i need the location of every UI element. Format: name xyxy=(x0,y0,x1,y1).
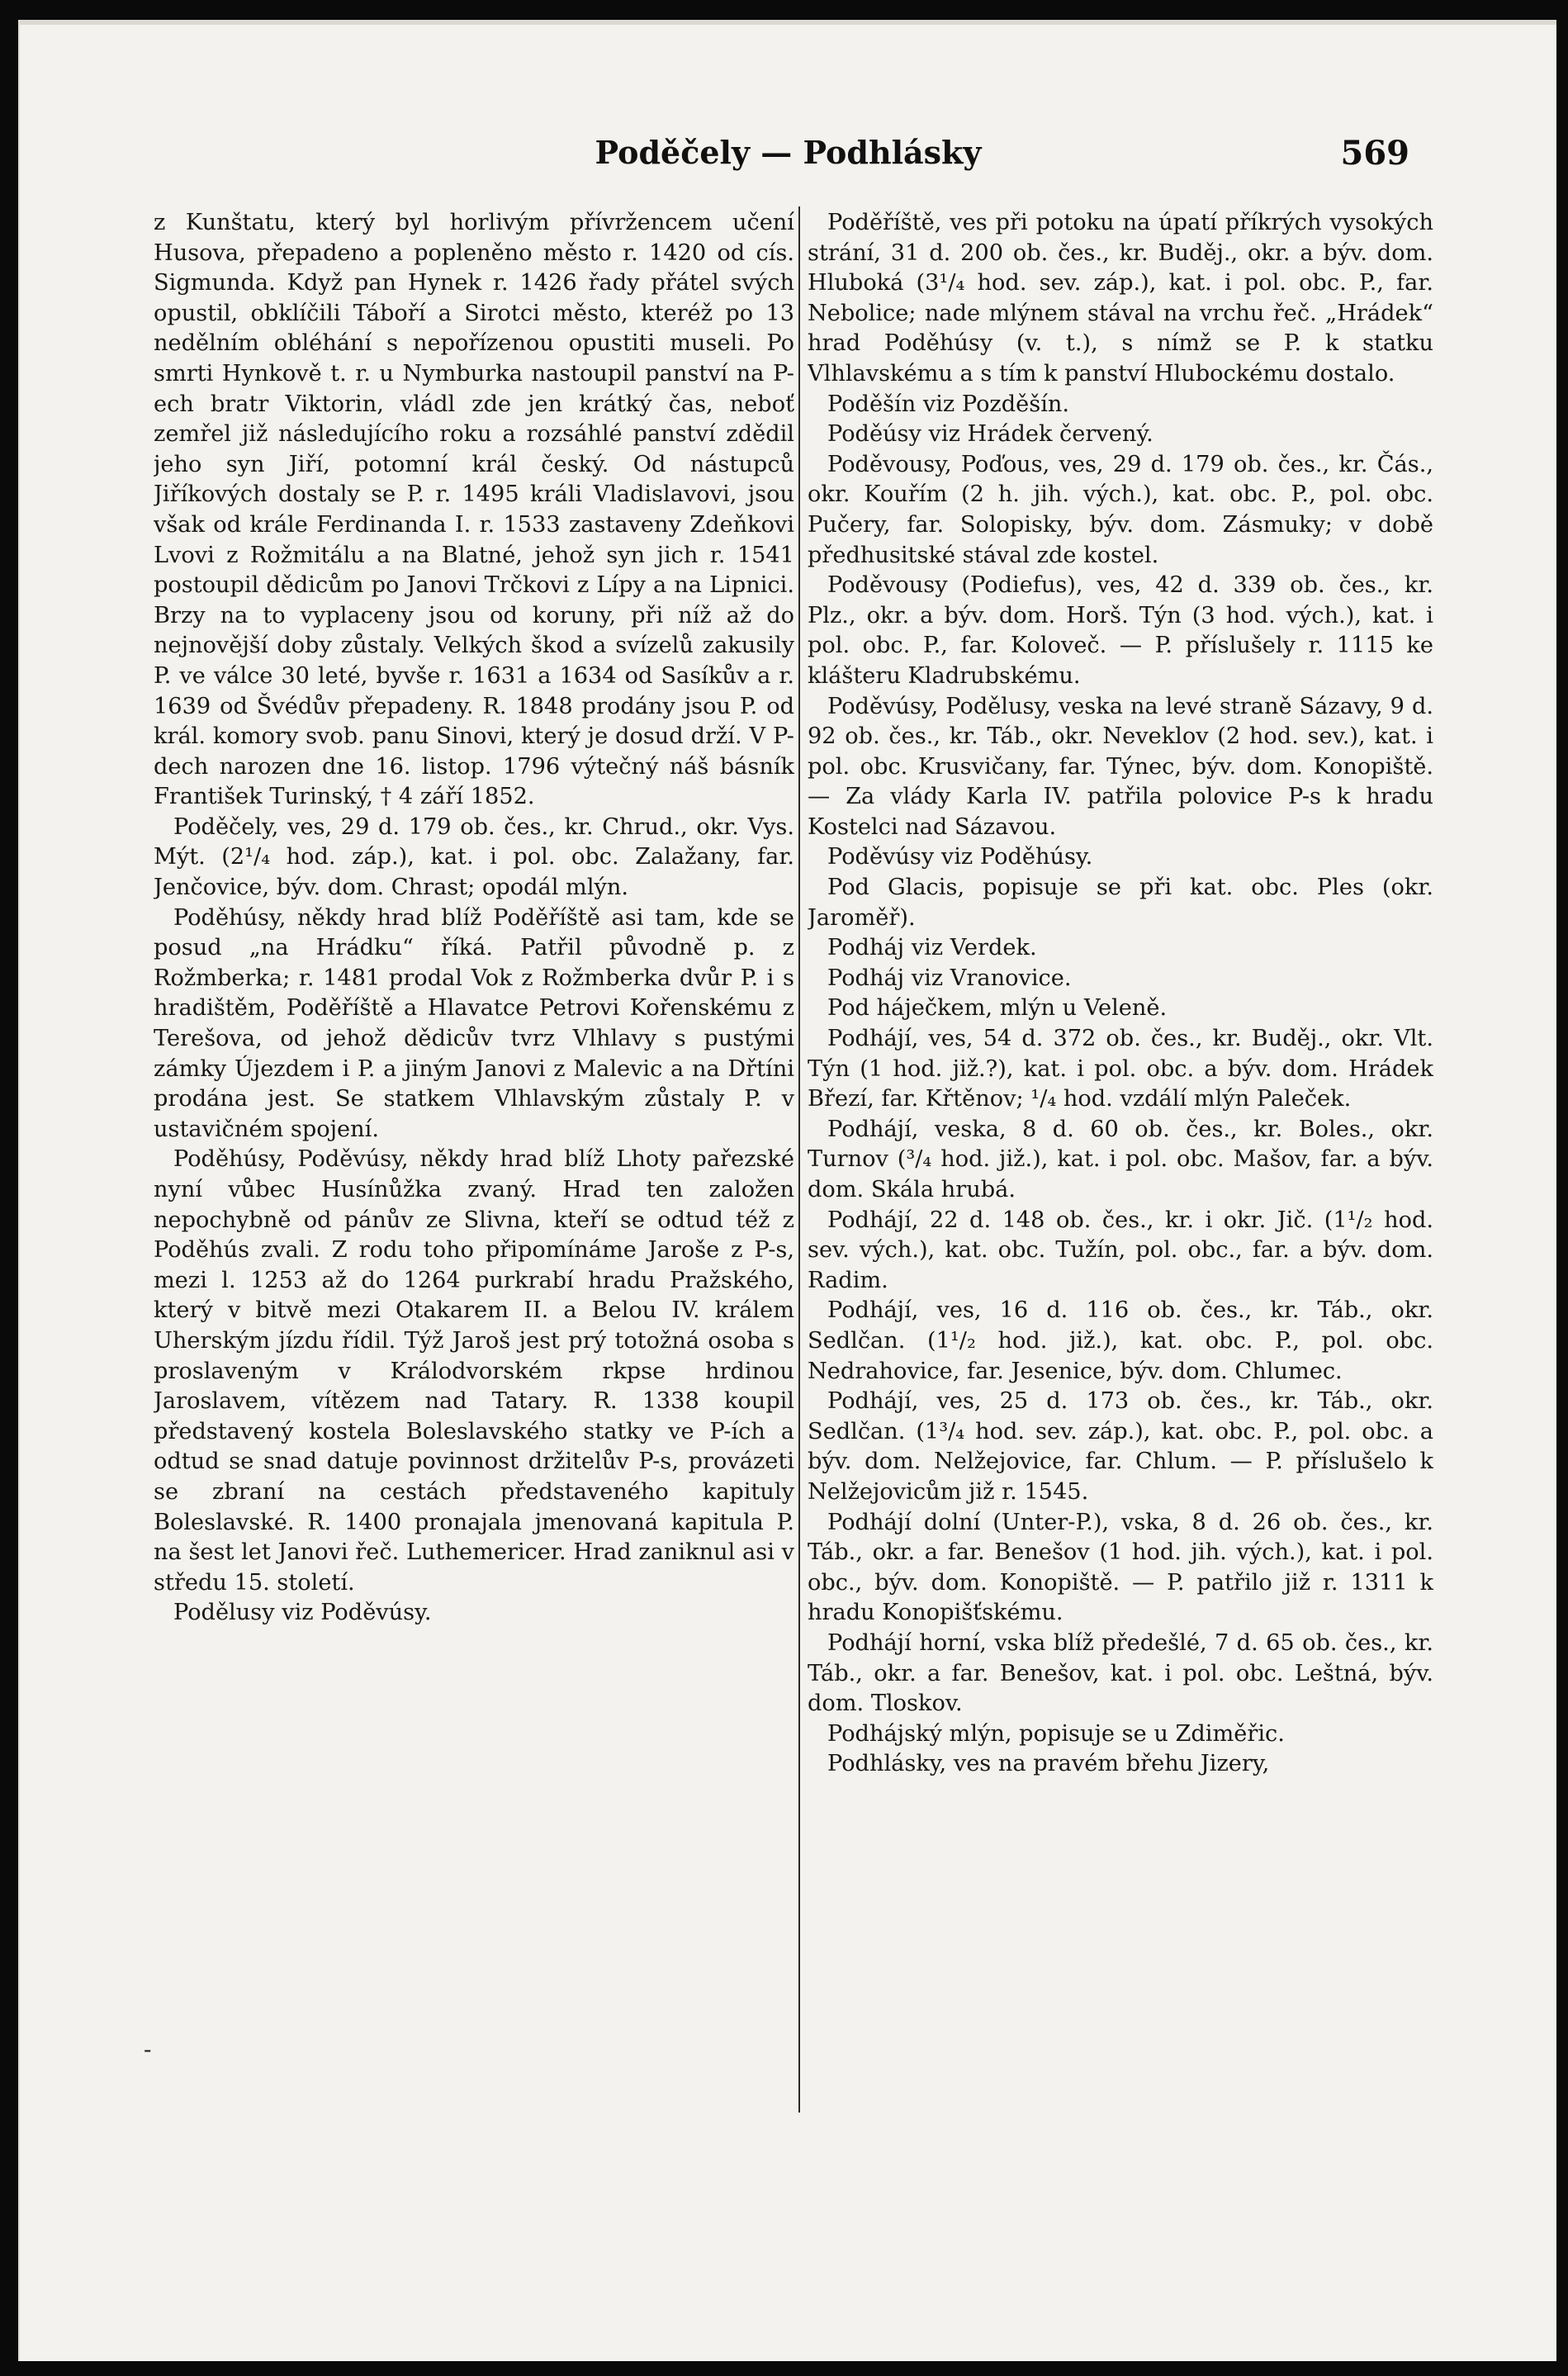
page-edge xyxy=(20,20,1556,25)
entry-podhaji-3: Podhájí, 22 d. 148 ob. čes., kr. i okr. Jič. (1¹/₂ hod. sev. vých.), kat. obc. Tužín, pol. obc., far. a býv. dom. Radim. xyxy=(808,1207,1433,1293)
entry-podevousy-1: Poděvousy, Poďous, ves, 29 d. 179 ob. čes., kr. Čás., okr. Kouřím (2 h. jih. vých.), kat. obc. P., pol. obc. Pučery, far. Solopisky, býv. dom. Zásmuky; v době předhusitské stával zde kostel. xyxy=(808,451,1433,568)
entry-podehusy-2: Poděhúsy, Poděvúsy, někdy hrad blíž Lhoty pařezské nyní vůbec Husínůžka zvaný. Hrad ten založen nepochybně od pánův ze Slivna, kteří se odtud též z Poděhús zvali. Z rodu toho připomínáme Jaroše z P-s, mezi l. 1253 až do 1264 purkrabí hradu Pražského, který v bitvě mezi Otakarem II. a Belou IV. králem Uherským jízdu řídil. Týž Jaroš jest prý totožná osoba s proslaveným v Králodvorském rkpse hrdinou Jaroslavem, vítězem nad Tatary. R. 1338 koupil představený kostela Boleslavského statky ve P-ích a odtud se snad datuje povinnost držitelův P-s, provázeti se zbraní na cestách představeného kapituly Boleslavské. R. 1400 pronajala jmenovaná kapitula P. na šest let Janovi řeč. Luthemericer. Hrad zaniknul asi v středu 15. století. xyxy=(154,1146,794,1596)
entry-podehusy-1: Poděhúsy, někdy hrad blíž Poděříště asi tam, kde se posud „na Hrádku“ říká. Patřil původně p. z Rožmberka; r. 1481 prodal Vok z Rožmberka dvůr P. i s hradištěm, Poděříště a Hlavatce Petrovi Kořenskému z Terešova, od jehož dědicův tvrz Vlhlavy s pustými zámky Újezdem i P. a jiným Janovi z Malevic a na Dřtíni prodána jest. Se statkem Vlhlavským zůstaly P. v ustavičném spojení. xyxy=(154,904,794,1142)
left-column xyxy=(154,208,794,2132)
entry-podesin: Poděšín viz Pozděšín. xyxy=(827,391,1070,417)
entry-poderiste: Poděříště, ves při potoku na úpatí příkrých vysokých strání, 31 d. 200 ob. čes., kr. Buděj., okr. a býv. dom. Hluboká (3¹/₄ hod. sev. záp.), kat. i pol. obc. P., far. Nebolice; nade mlýnem stával na vrchu řeč. „Hrádek“ hrad Poděhúsy (v. t.), s nímž se P. k statku Vlhlavskému a s tím k panství Hlubockému dostalo. xyxy=(808,210,1433,387)
entry-podhaji-2: Podhájí, veska, 8 d. 60 ob. čes., kr. Boles., okr. Turnov (³/₄ hod. již.), kat. i pol. obc. Mašov, far. a býv. dom. Skála hrubá. xyxy=(808,1116,1433,1202)
page-number: 569 xyxy=(1340,134,1409,173)
entry-podhaji-dolni: Podhájí dolní (Unter-P.), vska, 8 d. 26 ob. čes., kr. Táb., okr. a far. Benešov (1 hod. jih. vých.), kat. i pol. obc., býv. dom. Konopiště. — P. patřilo již r. 1311 k hradu Konopišťskému. xyxy=(808,1509,1433,1626)
margin-mark: - xyxy=(144,2036,152,2063)
book-page xyxy=(18,20,1556,2361)
entry-podhaji-1: Podhájí, ves, 54 d. 372 ob. čes., kr. Buděj., okr. Vlt. Týn (1 hod. již.?), kat. i pol. obc. a býv. dom. Hrádek Březí, far. Křtěnov; ¹/₄ hod. vzdálí mlýn Paleček. xyxy=(808,1026,1433,1112)
entry-podhaj-1: Podháj viz Verdek. xyxy=(827,935,1037,961)
column-divider xyxy=(798,206,800,2113)
entry-pod-glacis: Pod Glacis, popisuje se při kat. obc. Ples (okr. Jaroměř). xyxy=(808,875,1433,931)
entry-podevusy-2: Poděvúsy viz Poděhúsy. xyxy=(827,844,1093,870)
entry-podhajsky-mlyn: Podhájský mlýn, popisuje se u Zdiměřic. xyxy=(827,1720,1285,1747)
entry-podhaji-5: Podhájí, ves, 25 d. 173 ob. čes., kr. Táb., okr. Sedlčan. (1³/₄ hod. sev. záp.), kat. obc. P., pol. obc. a býv. dom. Nelžejovice, far. Chlum. — P. příslušelo k Nelžejovicům již r. 1545. xyxy=(808,1388,1433,1505)
entry-podecely: Poděčely, ves, 29 d. 179 ob. čes., kr. Chrud., okr. Vys. Mýt. (2¹/₄ hod. záp.), kat. i pol. obc. Zalažany, far. Jenčovice, býv. dom. Chrast; opodál mlýn. xyxy=(154,813,794,901)
entry-podhaji-4: Podhájí, ves, 16 d. 116 ob. čes., kr. Táb., okr. Sedlčan. (1¹/₂ hod. již.), kat. obc. P., pol. obc. Nedrahovice, far. Jesenice, býv. dom. Chlumec. xyxy=(808,1297,1433,1384)
entry-podevusy-1: Poděvúsy, Podělusy, veska na levé straně Sázavy, 9 d. 92 ob. čes., kr. Táb., okr. Neveklov (2 hod. sev.), kat. i pol. obc. Krusvičany, far. Týnec, býv. dom. Konopiště. — Za vlády Karla IV. patřila polovice P-s k hradu Kostelci nad Sázavou. xyxy=(808,693,1433,840)
right-column xyxy=(808,208,1433,2132)
entry-podhaj-2: Podháj viz Vranovice. xyxy=(827,965,1072,991)
entry-podelusy: Podělusy viz Poděvúsy. xyxy=(173,1600,432,1626)
entry-podeusy: Poděúsy viz Hrádek červený. xyxy=(827,421,1153,448)
entry-podhaji-horni: Podhájí horní, vska blíž předešlé, 7 d. 65 ob. čes., kr. Táb., okr. a far. Benešov, kat. i pol. obc. Leštná, býv. dom. Tloskov. xyxy=(808,1629,1433,1717)
entry-podhlasky: Podhlásky, ves na pravém břehu Jizery, xyxy=(827,1751,1270,1777)
running-header xyxy=(20,134,1556,183)
entry-continuation: z Kunštatu, který byl horlivým přívržencem učení Husova, přepadeno a popleněno město r. 1420 od cís. Sigmunda. Když pan Hynek r. 1426 řady přátel svých opustil, obklíčili Táboří a Sirotci město, kteréž po 13 nedělním obléhání s nepořízenou opustiti museli. Po smrti Hynkově t. r. u Nymburka nastoupil panství na P-ech bratr Viktorin, vládl zde jen krátký čas, neboť zemřel již následujícího roku a rozsáhlé panství zdědil jeho syn Jiří, potomní král český. Od nástupců Jiříkových dostaly se P. r. 1495 králi Vladislavovi, jsou však od krále Ferdinanda I. r. 1533 zastaveny Zdeňkovi Lvovi z Rožmitálu a na Blatné, jehož syn jich r. 1541 postoupil dědicům po Janovi Trčkovi z Lípy a na Lipnici. Brzy na to vyplaceny jsou od koruny, při níž až do nejnovější doby zůstaly. Velkých škod a svízelů zakusily P. ve válce 30 leté, byvše r. 1631 a 1634 od Sasíkův a r. 1639 od Švédův přepadeny. R. 1848 prodány jsou P. od král. komory svob. panu Sinovi, který je dosud drží. V P-dech narozen dne 16. listop. 1796 výtečný náš básník František Turinský, † 4 září 1852. xyxy=(154,210,794,810)
entry-pod-hajeckem: Pod háječkem, mlýn u Veleně. xyxy=(827,995,1168,1022)
entry-podevousy-2: Poděvousy (Podiefus), ves, 42 d. 339 ob. čes., kr. Plz., okr. a býv. dom. Horš. Týn (3 hod. vých.), kat. i pol. obc. P., far. Koloveč. — P. příslušely r. 1115 ke klášteru Kladrubskému. xyxy=(808,572,1433,689)
header-title: Poděčely — Podhlásky xyxy=(595,134,982,171)
